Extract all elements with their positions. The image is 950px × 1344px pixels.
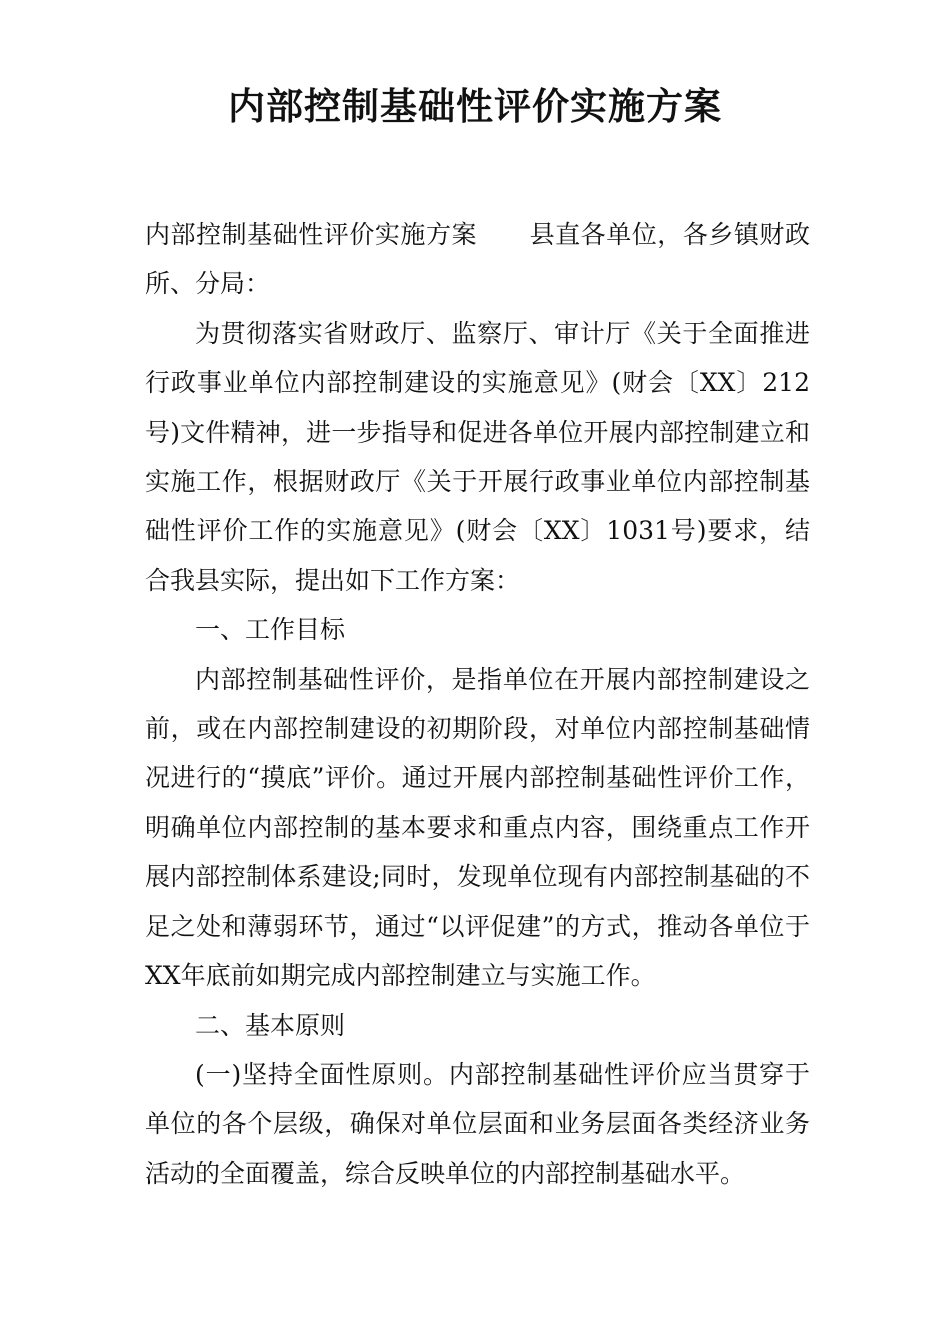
paragraph-purpose: 为贯彻落实省财政厅、监察厅、审计厅《关于全面推进行政事业单位内部控制建设的实施意见》(财会〔XX〕212号)文件精神，进一步指导和促进各单位开展内部控制建立和实施工作，根据财政厅《关于开展行政事业单位内部控制基础性评价工作的实施意见》(财会〔XX〕1031号)要求，结合我县实际，提出如下工作方案： <box>145 318 810 595</box>
document-title: 内部控制基础性评价实施方案 <box>228 85 722 128</box>
intro-line <box>145 210 810 309</box>
paragraph-principle-1: (一)坚持全面性原则。内部控制基础性评价应当贯穿于单位的各个层级，确保对单位层面和业务层面各类经济业务活动的全面覆盖，综合反映单位的内部控制基础水平。 <box>145 1059 810 1188</box>
intro-title: 内部控制基础性评价实施方案 <box>145 220 478 249</box>
section-heading-principles: 二、基本原则 <box>195 1010 346 1040</box>
paragraph-goals: 内部控制基础性评价，是指单位在开展内部控制建设之前，或在内部控制建设的初期阶段，对单位内部控制基础情况进行的“摸底”评价。通过开展内部控制基础性评价工作，明确单位内部控制的基本要求和重点内容，围绕重点工作开展内部控制体系建设;同时，发现单位现有内部控制基础的不足之处和薄弱环节，通过“以评促建”的方式，推动各单位于XX年底前如期完成内部控制建立与实施工作。 <box>145 664 810 991</box>
addressee: 县直各单位，各乡镇财政所、分局： <box>145 220 810 299</box>
document-body <box>145 210 810 1198</box>
section-heading-goals: 一、工作目标 <box>195 615 346 645</box>
